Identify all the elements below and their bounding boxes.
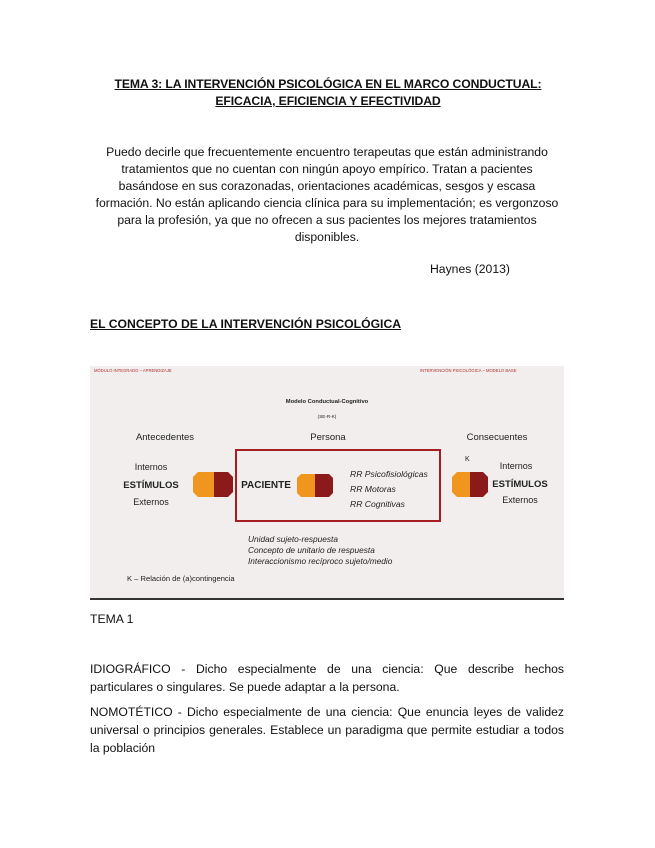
paciente-arrow-icon [297,474,333,497]
idiografico-paragraph: IDIOGRÁFICO - Dicho especialmente de una ciencia: Que describe hechos particulares o singulares. Se puede adaptar a la persona. [90,662,564,694]
model-diagram [90,366,564,598]
left-estimulos: ESTÍMULOS [123,480,179,491]
title-line-2: EFICACIA, EFICIENCIA Y EFECTIVIDAD [215,94,441,108]
section-heading: EL CONCEPTO DE LA INTERVENCIÓN PSICOLÓGICA [90,317,402,331]
consecuentes-label: Consecuentes [466,432,528,443]
tema1-label: TEMA 1 [90,612,134,626]
left-internos: Internos [134,462,168,472]
persona-label: Persona [310,432,346,443]
model-diagram-slide [90,366,564,598]
left-externos: Externos [133,497,169,507]
antecedentes-label: Antecedentes [135,432,195,443]
document-title [88,76,568,110]
rr-motoras: RR Motoras [350,484,396,494]
right-internos: Internos [499,461,533,471]
left-arrow-icon [193,472,233,497]
rr-cognitivas: RR Cognitivas [350,499,405,509]
nomotetico-paragraph: NOMOTÉTICO - Dicho especialmente de una ciencia: Que enuncia leyes de validez universal o principios generales. Establece un paradigma que permite estudiar a todos la población [90,705,564,755]
slide-divider [90,598,564,600]
model-title: Modelo Conductual-Cognitivo [285,399,369,405]
right-estimulos: ESTÍMULOS [492,479,548,490]
model-subtitle: (SE-R-K) [317,414,337,419]
right-externos: Externos [502,495,538,505]
k-label: K [465,456,470,463]
note-unidad: Unidad sujeto-respuesta [248,534,338,544]
quote-text: Puedo decirle que frecuentemente encuentro terapeutas que están administrando tratamientos que no cuentan con ningún apoyo empírico. Tratan a pacientes basándose en sus corazonadas, orientaciones académicas, sesgos y escasa formación. No están aplicando ciencia clínica para su implementación; es vergonzoso para la profesión, ya que no ofrecen a sus pacientes los mejores tratamientos disponibles. [95,145,559,244]
quote-author: Haynes (2013) [430,262,510,276]
paciente-label: PACIENTE [241,480,291,491]
slide-header-left: MÓDULO INTEGRADO – APRENDIZAJE [94,368,172,373]
note-interaccionismo: Interaccionismo recíproco sujeto/medio [248,556,393,566]
rr-psicofisiologicas: RR Psicofisiológicas [350,469,428,479]
right-arrow-icon [452,472,488,497]
note-concepto: Concepto de unitario de respuesta [248,545,375,555]
title-line-1: TEMA 3: LA INTERVENCIÓN PSICOLÓGICA EN EL MARCO CONDUCTUAL: [114,77,542,91]
slide-header-right: INTERVENCIÓN PSICOLÓGICA – MODELO BASE [420,368,517,373]
slide-footer: K – Relación de (a)contingencia [127,574,235,583]
